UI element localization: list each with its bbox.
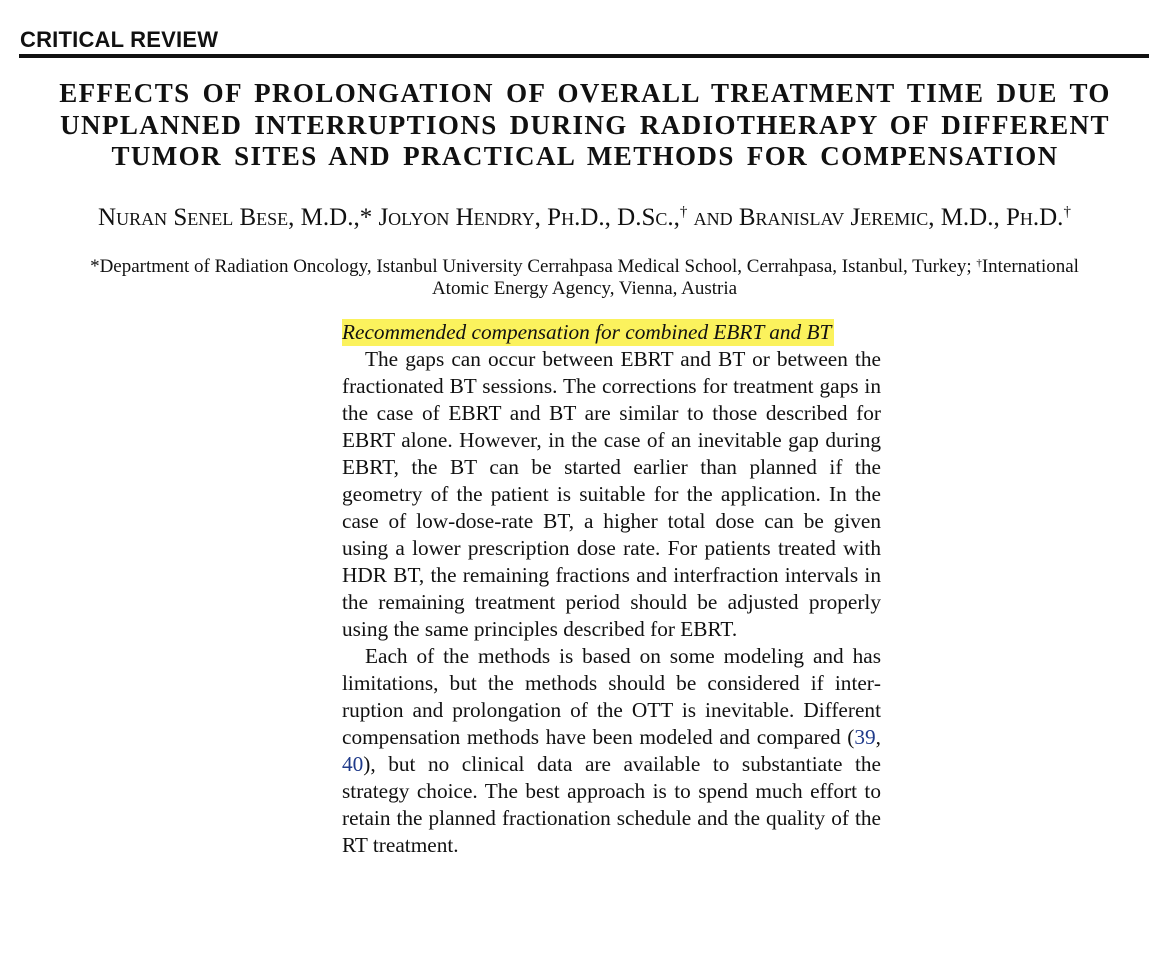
citation-separator: , — [875, 725, 881, 749]
title-line-2: UNPLANNED INTERRUPTIONS DURING RADIOTHERAPY OF DIFFERENT — [60, 109, 1110, 140]
article-title — [40, 78, 1130, 173]
title-line-1: EFFECTS OF PROLONGATION OF OVERALL TREATMENT TIME DUE TO — [59, 78, 1111, 108]
author-3: Branislav Jeremic, M.D., Ph.D. — [738, 204, 1064, 231]
highlighted-subheading: Recommended compensation for combined EBRT and BT — [342, 319, 834, 346]
affiliation-line-2: Atomic Energy Agency, Vienna, Austria — [431, 278, 738, 299]
author-conjunction: and — [693, 204, 733, 231]
paragraph-2 — [342, 643, 881, 859]
paragraph-2-text-b: ), but no clinical data are available to substantiate the strategy choice. The best approach is to spend much effort to retain the planned fractionation schedule and the quality of the RT treatment. — [342, 752, 881, 857]
dagger-mark: † — [679, 204, 688, 220]
citation-link-39[interactable]: 39 — [854, 725, 876, 749]
affiliations — [30, 252, 1139, 300]
title-line-3: TUMOR SITES AND PRACTICAL METHODS FOR COMPENSATION — [111, 141, 1059, 171]
header-rule — [19, 54, 1149, 58]
section-label: CRITICAL REVIEW — [20, 27, 219, 52]
author-2: Jolyon Hendry, Ph.D., D.Sc., — [378, 204, 680, 231]
paragraph-1: The gaps can occur between EBRT and BT or between the fractionated BT sessions. The corrections for treatment gaps in the case of EBRT and BT are similar to those described for EBRT alone. However, in the case of an inevitable gap during EBRT, the BT can be started earlier than planned if the geometry of the patient is suitable for the application. In the case of low-dose-rate BT, a higher total dose can be given using a lower prescription dose rate. For patients treated with HDR BT, the remaining fractions and interfraction intervals in the remaining treatment period should be adjusted properly using the same principles described for EBRT. — [342, 347, 881, 641]
affiliation-iaea-start: International — [981, 256, 1079, 277]
citation-link-40[interactable]: 40 — [342, 752, 364, 776]
author-list — [20, 204, 1149, 232]
dagger-mark: † — [976, 257, 982, 269]
paragraph-2-text-a: Each of the methods is based on some modeling and has limitations, but the methods should be considered if interruption and prolongation of the OTT is inevitable. Different compensation methods have been modeled and compared ( — [342, 644, 881, 749]
author-1: Nuran Senel Bese, M.D.,* — [98, 204, 373, 231]
affiliation-line-1 — [30, 252, 1139, 278]
dagger-mark: † — [1063, 204, 1071, 220]
affiliation-istanbul: *Department of Radiation Oncology, Istanbul University Cerrahpasa Medical School, Cerrahpasa, Istanbul, Turkey; — [90, 256, 972, 277]
body-column — [342, 319, 881, 859]
